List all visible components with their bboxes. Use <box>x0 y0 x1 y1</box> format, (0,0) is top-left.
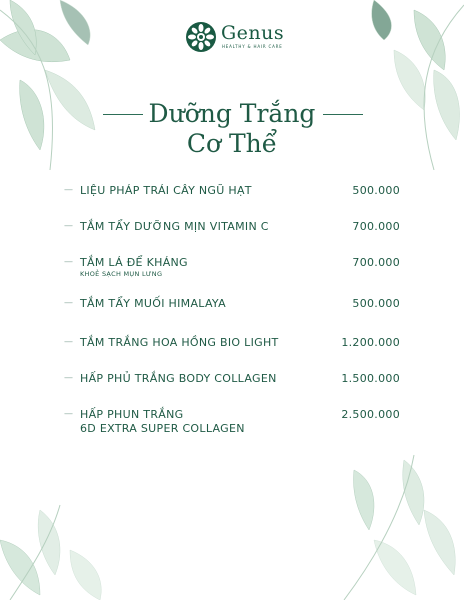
menu-item-name: TẮM TẨY DƯỠNG MỊN VITAMIN C <box>80 220 269 233</box>
menu-item-name: TẮM TẨY MUỐI HIMALAYA <box>80 297 226 310</box>
bullet-dash: — <box>64 298 73 308</box>
brand-logo <box>184 20 294 54</box>
flower-logo-icon <box>184 20 218 54</box>
bullet-dash: — <box>64 337 73 347</box>
menu-item-price: 500.000 <box>352 297 400 310</box>
bullet-dash: — <box>64 257 73 267</box>
page-title-line-1: Dưỡng Trắng <box>148 99 316 128</box>
menu-item-name: HẤP PHỦ TRẮNG BODY COLLAGEN <box>80 372 277 385</box>
bullet-dash: — <box>64 221 73 231</box>
menu-item-subtitle: KHOẺ SẠCH MỤN LƯNG <box>80 270 163 278</box>
menu-item-name-line-2: 6D EXTRA SUPER COLLAGEN <box>80 422 245 435</box>
page-title-line-2: Cơ Thể <box>186 129 278 158</box>
menu-item-price: 1.200.000 <box>341 336 400 349</box>
menu-item-name: HẤP PHUN TRẮNG <box>80 408 184 421</box>
bullet-dash: — <box>64 185 73 195</box>
menu-item-price: 2.500.000 <box>341 408 400 421</box>
menu-item-name: LIỆU PHÁP TRÁI CÂY NGŨ HẠT <box>80 184 252 197</box>
menu-item-price: 700.000 <box>352 256 400 269</box>
leaf-decoration-bottom-left <box>0 490 120 600</box>
menu-item-price: 700.000 <box>352 220 400 233</box>
menu-item-price: 500.000 <box>352 184 400 197</box>
leaf-decoration-bottom-right <box>324 450 464 600</box>
menu-item-name: TẮM TRẮNG HOA HỒNG BIO LIGHT <box>80 336 279 349</box>
brand-tagline: HEALTHY & HAIR CARE <box>222 44 283 49</box>
menu-item-name: TẮM LÁ ĐỂ KHÁNG <box>80 256 188 269</box>
brand-name: Genus <box>221 22 285 44</box>
menu-item-price: 1.500.000 <box>341 372 400 385</box>
bullet-dash: — <box>64 373 73 383</box>
bullet-dash: — <box>64 409 73 419</box>
